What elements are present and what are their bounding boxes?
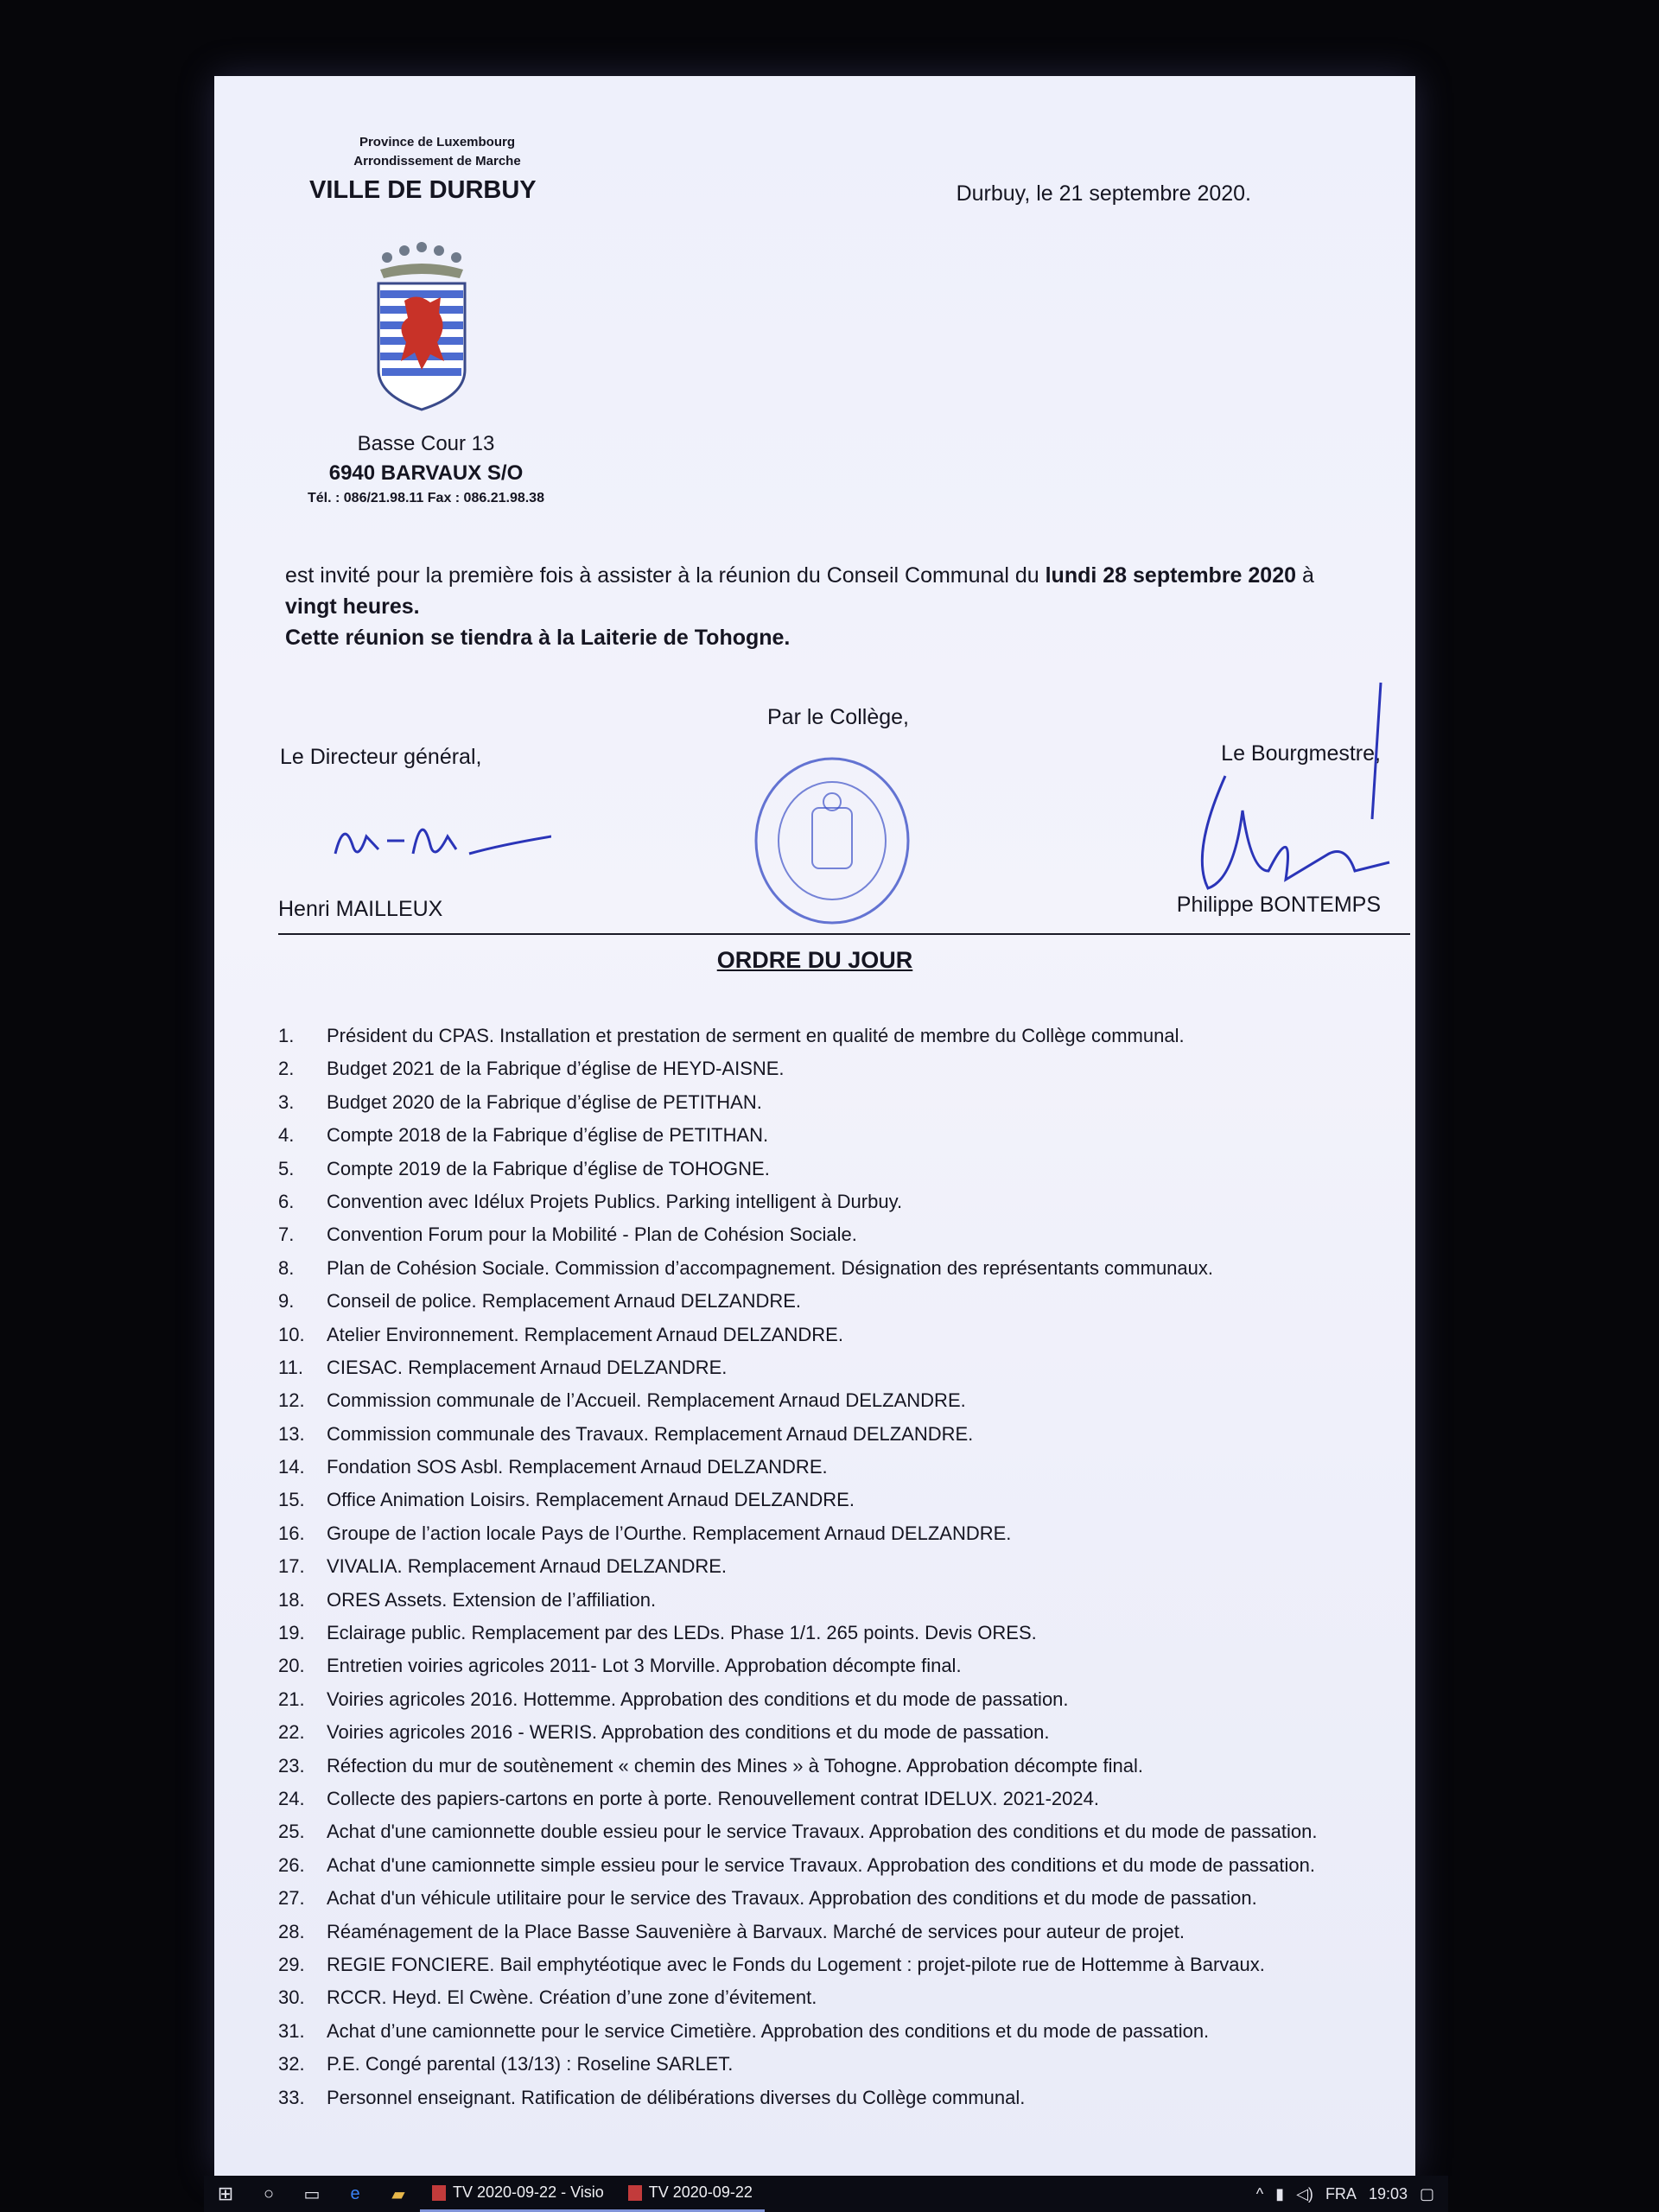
agenda-item (278, 1517, 1402, 1550)
agenda-text: Atelier Environnement. Remplacement Arnaud DELZANDRE. (327, 1323, 843, 1345)
agenda-text: Voiries agricoles 2016. Hottemme. Approbation des conditions et du mode de passation. (327, 1688, 1069, 1710)
agenda-item (278, 1750, 1402, 1783)
agenda-number: 18. (278, 1588, 305, 1611)
agenda-number: 25. (278, 1821, 305, 1843)
agenda-number: 5. (278, 1157, 295, 1179)
windows-start-icon[interactable]: ⊞ (217, 2183, 234, 2204)
address-block (283, 432, 569, 506)
agenda-text: CIESAC. Remplacement Arnaud DELZANDRE. (327, 1356, 728, 1378)
agenda-text: Achat d'une camionnette double essieu pour le service Travaux. Approbation des conditions et du mode de passation. (327, 1821, 1318, 1843)
agenda-item (278, 1815, 1402, 1848)
par-le-college: Par le Collège, (767, 705, 909, 729)
taskbar-app-pdf[interactable] (616, 2176, 765, 2212)
agenda-number: 3. (278, 1090, 295, 1113)
intro-line-2: vingt heures. (285, 594, 420, 619)
agenda-item (278, 1882, 1402, 1915)
agenda-item (278, 1384, 1402, 1417)
system-tray (1256, 2185, 1448, 2203)
agenda-item (278, 1052, 1402, 1085)
windows-taskbar (204, 2176, 1448, 2212)
agenda-text: Voiries agricoles 2016 - WERIS. Approbation des conditions et du mode de passation. (327, 1721, 1050, 1744)
agenda-number: 30. (278, 1986, 305, 2009)
edge-browser-icon[interactable]: e (350, 2183, 360, 2203)
agenda-number: 17. (278, 1555, 305, 1578)
arrondissement-label: Arrondissement de Marche (353, 154, 521, 168)
language-indicator[interactable]: FRA (1325, 2184, 1357, 2202)
agenda-item (278, 1020, 1402, 1052)
agenda-item (278, 1153, 1402, 1185)
agenda-text: P.E. Congé parental (13/13) : Roseline SARLET. (327, 2053, 734, 2075)
agenda-number: 29. (278, 1953, 305, 1975)
intro-text-end: à (1296, 563, 1314, 588)
bourgmestre-title: Le Bourgmestre, (1221, 741, 1381, 766)
agenda-item (278, 1649, 1402, 1682)
agenda-number: 9. (278, 1290, 295, 1313)
agenda-number: 20. (278, 1655, 305, 1677)
agenda-number: 28. (278, 1920, 305, 1942)
agenda-text: Eclairage public. Remplacement par des LEDs. Phase 1/1. 265 points. Devis ORES. (327, 1622, 1037, 1644)
agenda-number: 2. (278, 1058, 295, 1080)
meeting-date: lundi 28 septembre 2020 (1045, 563, 1297, 588)
agenda-number: 27. (278, 1887, 305, 1910)
agenda-item (278, 1451, 1402, 1484)
network-icon[interactable]: ▮ (1275, 2184, 1285, 2202)
directeur-title: Le Directeur général, (280, 745, 482, 769)
notification-icon[interactable]: ▢ (1419, 2184, 1434, 2202)
agenda-text: VIVALIA. Remplacement Arnaud DELZANDRE. (327, 1555, 728, 1578)
address-street: Basse Cour 13 (357, 432, 495, 455)
agenda-item (278, 1716, 1402, 1749)
agenda-text: Convention avec Idélux Projets Publics. Parking intelligent à Durbuy. (327, 1190, 903, 1212)
agenda-number: 33. (278, 2086, 305, 2108)
agenda-item (278, 1617, 1402, 1649)
taskbar-app-visio[interactable] (420, 2176, 616, 2212)
agenda-number: 7. (278, 1224, 295, 1246)
agenda-item (278, 1683, 1402, 1716)
agenda-number: 13. (278, 1422, 305, 1445)
agenda-text: Budget 2020 de la Fabrique d’église de PETITHAN. (327, 1090, 762, 1113)
pdf-icon (432, 2185, 446, 2201)
agenda-item (278, 1185, 1402, 1218)
agenda-number: 32. (278, 2053, 305, 2075)
file-explorer-icon[interactable]: ▰ (391, 2184, 405, 2204)
volume-icon[interactable]: ◁) (1296, 2184, 1313, 2202)
address-city: 6940 BARVAUX S/O (328, 461, 524, 485)
intro-text: est invité pour la première fois à assister à la réunion du Conseil Communal du (285, 563, 1046, 588)
agenda-text: Entretien voiries agricoles 2011- Lot 3 Morville. Approbation décompte final. (327, 1655, 962, 1677)
agenda-text: Achat d'un véhicule utilitaire pour le service des Travaux. Approbation des conditions et du mode de passation. (327, 1887, 1257, 1910)
agenda-item (278, 1119, 1402, 1152)
intro-line-3: Cette réunion se tiendra à la Laiterie de Tohogne. (285, 626, 791, 650)
agenda-text: Commission communale des Travaux. Remplacement Arnaud DELZANDRE. (327, 1422, 974, 1445)
agenda-number: 10. (278, 1323, 305, 1345)
agenda-text: Personnel enseignant. Ratification de délibérations diverses du Collège communal. (327, 2086, 1026, 2108)
agenda-text: Commission communale de l’Accueil. Remplacement Arnaud DELZANDRE. (327, 1389, 966, 1412)
agenda-item (278, 1550, 1402, 1583)
letter-date: Durbuy, le 21 septembre 2020. (956, 181, 1251, 206)
agenda-item (278, 1981, 1402, 2014)
document-page (214, 76, 1415, 2176)
task-view-icon[interactable]: ▭ (303, 2184, 321, 2204)
agenda-text: RCCR. Heyd. El Cwène. Création d’une zone d’évitement. (327, 1986, 817, 2009)
agenda-item (278, 1086, 1402, 1119)
monitor-screen (214, 76, 1415, 2176)
agenda-number: 23. (278, 1754, 305, 1777)
agenda-text: Office Animation Loisirs. Remplacement Arnaud DELZANDRE. (327, 1489, 855, 1511)
agenda-number: 8. (278, 1256, 295, 1279)
agenda-number: 24. (278, 1787, 305, 1809)
agenda-item (278, 1948, 1402, 1981)
agenda-number: 26. (278, 1853, 305, 1876)
agenda-number: 11. (278, 1356, 303, 1378)
agenda-number: 6. (278, 1190, 295, 1212)
agenda-text: Achat d’une camionnette pour le service Cimetière. Approbation des conditions et du mode de passation. (327, 2019, 1210, 2042)
agenda-number: 15. (278, 1489, 305, 1511)
agenda-text: REGIE FONCIERE. Bail emphytéotique avec le Fonds du Logement : projet-pilote rue de Hottemme à Barvaux. (327, 1953, 1265, 1975)
agenda-text: Compte 2018 de la Fabrique d’église de PETITHAN. (327, 1124, 769, 1147)
agenda-text: Réaménagement de la Place Basse Sauvenière à Barvaux. Marché de services pour auteur de projet. (327, 1920, 1185, 1942)
directeur-signature-icon (327, 802, 551, 880)
ordre-du-jour-title: ORDRE DU JOUR (716, 947, 913, 973)
directeur-name: Henri MAILLEUX (278, 897, 443, 921)
intro-line-1 (285, 560, 1400, 591)
agenda-item (278, 1285, 1402, 1318)
agenda-text: Fondation SOS Asbl. Remplacement Arnaud DELZANDRE. (327, 1456, 828, 1478)
pdf-icon (628, 2185, 642, 2201)
agenda-number: 31. (278, 2019, 305, 2042)
city-title: VILLE DE DURBUY (309, 176, 537, 204)
agenda-item (278, 2048, 1402, 2081)
chevron-up-icon[interactable]: ^ (1255, 2184, 1264, 2202)
agenda-text: Achat d'une camionnette simple essieu pour le service Travaux. Approbation des conditions et du mode de passation. (327, 1853, 1315, 1876)
divider (278, 933, 1410, 935)
province-label: Province de Luxembourg (359, 135, 516, 149)
agenda-text: Conseil de police. Remplacement Arnaud DELZANDRE. (327, 1290, 802, 1313)
taskbar-app-label: TV 2020-09-22 (648, 2183, 753, 2201)
agenda-number: 4. (278, 1124, 295, 1147)
agenda-item (278, 1849, 1402, 1882)
agenda-item (278, 1783, 1402, 1815)
agenda-item (278, 1916, 1402, 1948)
phone-fax: Tél. : 086/21.98.11 Fax : 086.21.98.38 (308, 491, 544, 505)
agenda-item (278, 1319, 1402, 1351)
agenda-number: 19. (278, 1622, 305, 1644)
taskbar-app-label: TV 2020-09-22 - Visio (453, 2183, 604, 2201)
agenda-text: Collecte des papiers-cartons en porte à porte. Renouvellement contrat IDELUX. 2021-2024. (327, 1787, 1099, 1809)
bourgmestre-name: Philippe BONTEMPS (1176, 893, 1381, 917)
letterhead (308, 133, 567, 205)
commune-stamp-icon (750, 754, 914, 927)
agenda-text: Réfection du mur de soutènement « chemin des Mines » à Tohogne. Approbation décompte final. (327, 1754, 1143, 1777)
agenda-item (278, 1484, 1402, 1516)
agenda-item (278, 1252, 1402, 1285)
intro-paragraph (285, 560, 1400, 653)
coat-of-arms-icon (370, 240, 474, 413)
agenda-item (278, 1584, 1402, 1617)
agenda-item (278, 1351, 1402, 1384)
agenda-number: 1. (278, 1025, 295, 1046)
agenda-item (278, 1418, 1402, 1451)
agenda-text: ORES Assets. Extension de l’affiliation. (327, 1588, 657, 1611)
agenda-text: Convention Forum pour la Mobilité - Plan de Cohésion Sociale. (327, 1224, 857, 1246)
agenda-text: Budget 2021 de la Fabrique d’église de HEYD-AISNE. (327, 1058, 785, 1080)
clock[interactable]: 19:03 (1368, 2184, 1408, 2202)
agenda-number: 16. (278, 1522, 305, 1544)
agenda-list (278, 1020, 1402, 2114)
agenda-number: 22. (278, 1721, 305, 1744)
agenda-item (278, 2015, 1402, 2048)
agenda-number: 12. (278, 1389, 305, 1412)
agenda-text: Président du CPAS. Installation et prestation de serment en qualité de membre du Collège communal. (327, 1025, 1185, 1046)
search-icon[interactable]: ○ (263, 2183, 275, 2203)
agenda-text: Plan de Cohésion Sociale. Commission d’accompagnement. Désignation des représentants communaux. (327, 1256, 1213, 1279)
agenda-number: 21. (278, 1688, 305, 1710)
agenda-item (278, 1218, 1402, 1251)
agenda-text: Groupe de l’action locale Pays de l’Ourthe. Remplacement Arnaud DELZANDRE. (327, 1522, 1012, 1544)
agenda-text: Compte 2019 de la Fabrique d’église de TOHOGNE. (327, 1157, 770, 1179)
agenda-item (278, 2082, 1402, 2114)
agenda-number: 14. (278, 1456, 305, 1478)
